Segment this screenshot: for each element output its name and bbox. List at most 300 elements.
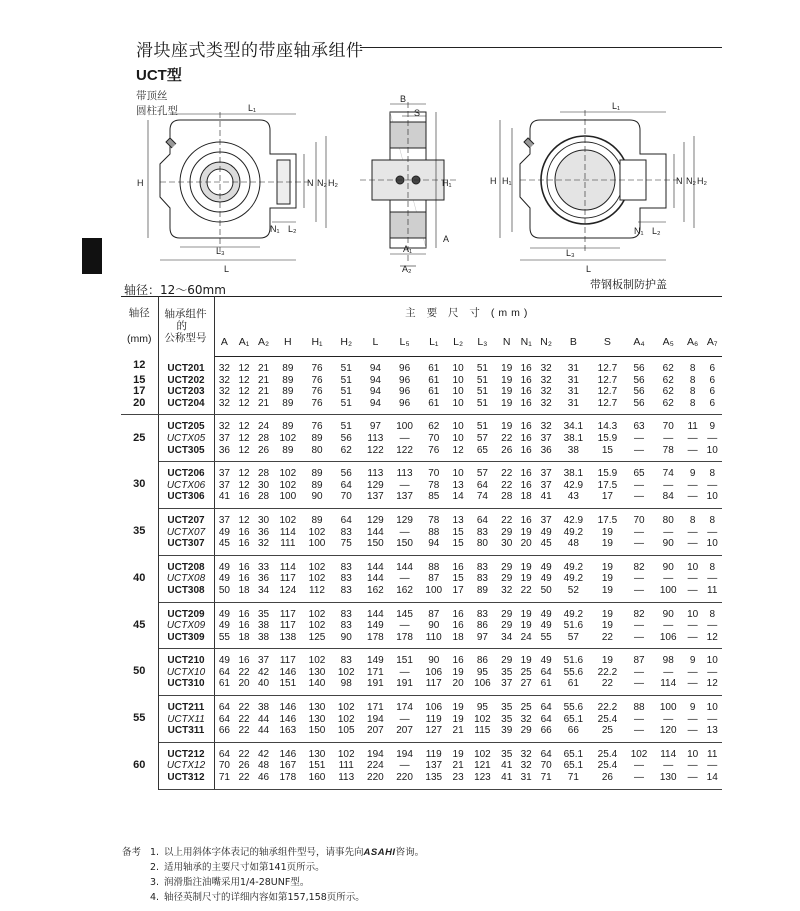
cover-view-drawing	[500, 110, 694, 260]
value-cell: 150	[302, 725, 331, 742]
note-tail: 咨询。	[395, 847, 425, 858]
value-cell: —	[399, 666, 410, 678]
value-cell: 22	[234, 772, 253, 789]
value-cell: 56	[633, 363, 645, 374]
value-cell: —	[687, 526, 698, 538]
note-row-2	[122, 860, 424, 875]
value-cell: 31	[516, 772, 535, 789]
value-cell: 49	[218, 573, 230, 585]
value-cell: 102	[279, 432, 297, 444]
value-cell: 34	[497, 632, 516, 649]
value-cell: 9	[689, 702, 696, 714]
table-row	[121, 649, 722, 667]
value-cell: 171	[367, 666, 384, 678]
value-cell: 49.2	[563, 561, 584, 573]
value-cell: —	[683, 538, 703, 555]
value-cell: —	[687, 432, 698, 444]
value-cell: 89	[311, 514, 323, 526]
value-cell: 21	[257, 363, 270, 374]
value-cell: 19	[520, 526, 532, 538]
value-cell: 146	[279, 748, 297, 760]
value-cell: 114	[660, 748, 677, 760]
note-text: 适用轴承的主要尺寸如第141页所示。	[164, 862, 325, 873]
value-cell: 145	[396, 608, 413, 620]
value-cell: 49	[218, 561, 230, 573]
value-cell: 96	[399, 386, 411, 398]
shaft-range: 轴径：12～60mm	[124, 283, 226, 297]
model-title: UCT型	[136, 67, 182, 84]
feature-set-screw: 带顶丝	[136, 90, 168, 102]
value-cell: 8	[709, 561, 716, 573]
value-cell: 138	[273, 632, 302, 649]
model-cell: UCTX09	[158, 620, 214, 632]
value-cell: 64	[540, 748, 552, 760]
value-cell: 83	[340, 608, 352, 620]
note-number: 1.	[150, 847, 160, 858]
column-header-n2: N₂	[536, 331, 556, 357]
value-cell: 74	[468, 491, 497, 508]
model-cell: UCT309	[158, 632, 214, 649]
label-h2-cover: H₂	[697, 176, 707, 186]
model-cell: UCT209	[158, 602, 214, 620]
table-row	[121, 480, 722, 492]
value-cell: —	[687, 760, 698, 772]
value-cell: 51	[476, 363, 488, 374]
value-cell: 30	[497, 538, 516, 555]
value-cell: —	[634, 479, 645, 491]
value-cell: 83	[340, 620, 352, 632]
label-l: L	[224, 264, 230, 274]
table-row	[121, 573, 722, 585]
value-cell: 76	[311, 386, 323, 398]
value-cell: 129	[367, 514, 384, 526]
value-cell: 49	[540, 655, 552, 667]
value-cell: 94	[419, 538, 448, 555]
value-cell: 49	[218, 655, 230, 667]
value-cell: 49	[218, 620, 230, 632]
model-cell: UCT212	[158, 742, 214, 760]
value-cell: 207	[390, 725, 419, 742]
value-cell: 29	[516, 725, 535, 742]
value-cell: 94	[369, 386, 381, 398]
value-cell: 64	[476, 514, 488, 526]
value-cell: 20	[516, 538, 535, 555]
value-cell: 49	[540, 608, 552, 620]
value-cell: 32	[536, 398, 556, 415]
value-cell: 56	[633, 386, 645, 398]
value-cell: 22	[238, 702, 250, 714]
value-cell: 96	[399, 374, 411, 386]
value-cell: 44	[254, 725, 273, 742]
column-header-a5: A₅	[654, 331, 683, 357]
value-cell: 88	[428, 561, 440, 573]
value-cell: 102	[308, 655, 326, 667]
value-cell: —	[663, 620, 674, 632]
value-cell: 162	[390, 585, 419, 602]
value-cell: 62	[662, 386, 674, 398]
column-header-l1: L₁	[419, 331, 448, 357]
value-cell: 19	[452, 748, 464, 760]
value-cell: 167	[279, 760, 297, 772]
value-cell: 14	[448, 491, 467, 508]
value-cell: 42.9	[563, 479, 584, 491]
label-a2: A₂	[402, 264, 412, 274]
model-cell: UCT307	[158, 538, 214, 555]
value-cell: 16	[234, 538, 253, 555]
value-cell: 55	[536, 632, 556, 649]
value-cell: 83	[340, 573, 352, 585]
value-cell: 65.1	[563, 760, 584, 772]
label-n2: N₂	[317, 178, 327, 188]
value-cell: 70	[540, 760, 552, 772]
value-cell: 76	[311, 421, 323, 433]
value-cell: 89	[311, 468, 323, 480]
value-cell: 102	[308, 526, 326, 538]
value-cell: 71	[556, 772, 590, 789]
value-cell: 51	[340, 386, 352, 398]
value-cell: 90	[332, 632, 361, 649]
value-cell: 52	[556, 585, 590, 602]
model-cell: UCTX05	[158, 433, 214, 445]
value-cell: 82	[633, 608, 645, 620]
value-cell: 83	[476, 608, 488, 620]
value-cell: 80	[468, 538, 497, 555]
value-cell: 83	[476, 573, 488, 585]
value-cell: 63	[633, 421, 645, 433]
model-cell: UCT204	[158, 398, 214, 415]
value-cell: 97	[369, 421, 381, 433]
value-cell: 19	[452, 713, 464, 725]
value-cell: 16	[238, 608, 250, 620]
side-tab-marker	[82, 238, 102, 274]
value-cell: 70	[428, 432, 440, 444]
label-l3-cover: L₃	[566, 248, 575, 258]
value-cell: 119	[425, 713, 442, 725]
value-cell: 22	[501, 432, 513, 444]
value-cell: 17.5	[597, 514, 618, 526]
value-cell: 21	[257, 386, 270, 398]
value-cell: —	[663, 479, 674, 491]
value-cell: 70	[662, 421, 674, 433]
value-cell: 38	[257, 620, 270, 632]
table-row	[121, 696, 722, 714]
value-cell: 130	[654, 772, 683, 789]
value-cell: 129	[367, 479, 384, 491]
value-cell: 40	[254, 678, 273, 695]
header-dimensions-title: 主 要 尺 寸 (mm)	[405, 306, 532, 319]
value-cell: 49	[540, 526, 552, 538]
value-cell: 191	[390, 678, 419, 695]
value-cell: 24	[516, 632, 535, 649]
value-cell: 124	[273, 585, 302, 602]
value-cell: 61	[428, 363, 440, 374]
note-number: 4.	[150, 892, 160, 903]
table-row	[121, 538, 722, 555]
value-cell: 71	[536, 772, 556, 789]
label-l3: L₃	[216, 246, 225, 256]
value-cell: 32	[497, 585, 516, 602]
value-cell: 160	[302, 772, 331, 789]
value-cell: 19	[601, 655, 613, 667]
value-cell: 10	[706, 655, 718, 667]
value-cell: 39	[497, 725, 516, 742]
model-cell: UCTX11	[158, 714, 214, 726]
value-cell: 19	[520, 608, 532, 620]
value-cell: 35	[501, 748, 513, 760]
value-cell: 106	[425, 666, 443, 678]
value-cell: 29	[501, 526, 513, 538]
value-cell: 51	[476, 421, 488, 433]
value-cell: 12	[238, 421, 250, 433]
value-cell: —	[683, 632, 703, 649]
value-cell: 22	[234, 725, 253, 742]
value-cell: 49	[218, 526, 230, 538]
label-s: S	[414, 108, 421, 118]
value-cell: 178	[390, 632, 419, 649]
value-cell: 6	[709, 363, 716, 374]
value-cell: 90	[428, 620, 440, 632]
value-cell: 86	[476, 620, 488, 632]
value-cell: 98	[332, 678, 361, 695]
table-row	[121, 398, 722, 415]
value-cell: 16	[238, 655, 250, 667]
value-cell: —	[707, 432, 718, 444]
column-header-a7: A₇	[702, 331, 722, 357]
value-cell: 12	[238, 363, 250, 374]
value-cell: —	[707, 526, 718, 538]
value-cell: 83	[476, 561, 488, 573]
value-cell: 10	[702, 538, 722, 555]
value-cell: 11	[687, 421, 698, 433]
value-cell: 61	[214, 678, 234, 695]
column-header-l3: L₃	[468, 331, 497, 357]
value-cell: 31	[556, 398, 590, 415]
table-row	[121, 602, 722, 620]
value-cell: 100	[659, 702, 677, 714]
value-cell: 130	[308, 702, 326, 714]
value-cell: 56	[633, 374, 645, 386]
value-cell: 100	[654, 585, 683, 602]
value-cell: 16	[238, 573, 250, 585]
value-cell: 37	[540, 514, 552, 526]
notes-lead: 备考	[122, 847, 142, 858]
value-cell: 162	[361, 585, 390, 602]
value-cell: 38	[257, 702, 270, 714]
value-cell: 50	[214, 585, 234, 602]
value-cell: 32	[540, 374, 552, 386]
feature-cylindrical-bore: 圆柱孔型	[136, 105, 178, 117]
table-row	[121, 462, 722, 480]
value-cell: 36	[536, 445, 556, 462]
value-cell: 90	[428, 655, 440, 667]
value-cell: 25	[520, 702, 532, 714]
value-cell: 16	[520, 374, 532, 386]
value-cell: 56	[340, 468, 352, 480]
value-cell: —	[683, 445, 703, 462]
value-cell: 21	[254, 398, 273, 415]
value-cell: 51	[476, 386, 488, 398]
value-cell: —	[663, 760, 674, 772]
value-cell: 16	[520, 479, 532, 491]
model-cell: UCT310	[158, 678, 214, 695]
value-cell: —	[707, 760, 718, 772]
value-cell: 122	[390, 445, 419, 462]
value-cell: 12	[234, 445, 253, 462]
value-cell: 37	[218, 432, 230, 444]
table-row	[121, 585, 722, 602]
table-row	[121, 772, 722, 789]
value-cell: 23	[448, 772, 467, 789]
column-header-s: S	[590, 331, 624, 357]
page-title: 滑块座式类型的带座轴承组件	[136, 41, 364, 61]
value-cell: 19	[601, 526, 613, 538]
value-cell: 65	[633, 468, 645, 480]
value-cell: 61	[536, 678, 556, 695]
label-l-cover: L	[586, 264, 592, 274]
value-cell: —	[624, 772, 653, 789]
value-cell: 88	[633, 702, 645, 714]
value-cell: 16	[452, 620, 464, 632]
table-row	[121, 375, 722, 387]
value-cell: —	[634, 620, 645, 632]
value-cell: 102	[308, 561, 326, 573]
table-row	[121, 508, 722, 526]
table-row	[121, 678, 722, 695]
model-cell: UCT211	[158, 696, 214, 714]
value-cell: 71	[214, 772, 234, 789]
value-cell: 85	[419, 491, 448, 508]
value-cell: 115	[468, 725, 497, 742]
model-cell: UCT207	[158, 508, 214, 526]
value-cell: 10	[706, 702, 718, 714]
shaft-diameter-cell: 15	[121, 375, 158, 387]
value-cell: —	[399, 620, 410, 632]
value-cell: 61	[428, 374, 440, 386]
value-cell: 19	[590, 585, 624, 602]
value-cell: 20	[448, 678, 467, 695]
value-cell: 102	[337, 713, 355, 725]
value-cell: 6	[709, 386, 716, 398]
label-b: B	[400, 94, 407, 104]
value-cell: 42.9	[563, 514, 584, 526]
value-cell: 31	[567, 386, 579, 398]
value-cell: 19	[452, 666, 464, 678]
value-cell: 37	[257, 655, 270, 667]
value-cell: 26	[254, 445, 273, 462]
label-h-cover: H	[490, 176, 497, 186]
value-cell: 6	[702, 398, 722, 415]
value-cell: 49	[540, 561, 552, 573]
value-cell: 94	[361, 398, 390, 415]
value-cell: 15.9	[597, 468, 618, 480]
value-cell: 191	[361, 678, 390, 695]
value-cell: 22	[238, 713, 250, 725]
value-cell: 10	[452, 432, 464, 444]
value-cell: 89	[273, 445, 302, 462]
value-cell: 8	[683, 398, 703, 415]
value-cell: 45	[214, 538, 234, 555]
value-cell: —	[634, 713, 645, 725]
value-cell: —	[707, 666, 718, 678]
value-cell: 37	[218, 514, 230, 526]
value-cell: 62	[662, 363, 674, 374]
value-cell: 78	[428, 514, 440, 526]
value-cell: —	[707, 620, 718, 632]
value-cell: 32	[520, 760, 532, 772]
value-cell: 102	[337, 748, 355, 760]
value-cell: 13	[452, 514, 464, 526]
value-cell: 144	[367, 573, 384, 585]
value-cell: 25.4	[597, 748, 618, 760]
value-cell: 25	[590, 725, 624, 742]
value-cell: 51.6	[563, 620, 584, 632]
value-cell: 57	[476, 432, 488, 444]
table-row	[121, 742, 722, 760]
value-cell: 122	[361, 445, 390, 462]
shaft-diameter-cell: 20	[121, 398, 158, 415]
value-cell: 80	[302, 445, 331, 462]
label-n-cover: N	[676, 176, 683, 186]
value-cell: 65.1	[563, 713, 584, 725]
value-cell: 76	[311, 363, 323, 374]
value-cell: 64	[540, 713, 552, 725]
column-header-h2: H₂	[332, 331, 361, 357]
value-cell: 12	[448, 445, 467, 462]
value-cell: 55	[214, 632, 234, 649]
value-cell: 37	[540, 479, 552, 491]
model-cell: UCT306	[158, 491, 214, 508]
value-cell: 41	[497, 772, 516, 789]
value-cell: 117	[419, 678, 448, 695]
value-cell: 151	[273, 678, 302, 695]
value-cell: 9	[689, 655, 696, 667]
value-cell: 220	[390, 772, 419, 789]
value-cell: —	[663, 432, 674, 444]
column-header-a: A	[214, 331, 234, 357]
value-cell: 12	[702, 678, 722, 695]
value-cell: 28	[257, 468, 270, 480]
notes	[122, 845, 424, 905]
value-cell: 111	[338, 760, 354, 772]
value-cell: 144	[367, 608, 384, 620]
value-cell: 64	[340, 514, 352, 526]
value-cell: 151	[308, 760, 326, 772]
value-cell: 12	[234, 398, 253, 415]
value-cell: 125	[302, 632, 331, 649]
value-cell: 33	[257, 561, 270, 573]
value-cell: 8	[709, 608, 716, 620]
value-cell: 113	[396, 468, 413, 480]
value-cell: 137	[390, 491, 419, 508]
value-cell: 146	[279, 666, 297, 678]
value-cell: 37	[218, 479, 230, 491]
value-cell: 8	[689, 363, 696, 374]
value-cell: 31	[567, 374, 579, 386]
value-cell: 8	[689, 374, 696, 386]
value-cell: 19	[601, 561, 613, 573]
value-cell: 12	[702, 632, 722, 649]
column-header-a2: A₂	[254, 331, 273, 357]
value-cell: —	[624, 445, 653, 462]
value-cell: —	[687, 713, 698, 725]
value-cell: 87	[428, 573, 440, 585]
value-cell: 8	[689, 386, 696, 398]
value-cell: 15	[452, 573, 464, 585]
value-cell: 12.7	[590, 398, 624, 415]
value-cell: 61	[428, 386, 440, 398]
label-h1-cover: H₁	[502, 176, 512, 186]
value-cell: 38	[254, 632, 273, 649]
